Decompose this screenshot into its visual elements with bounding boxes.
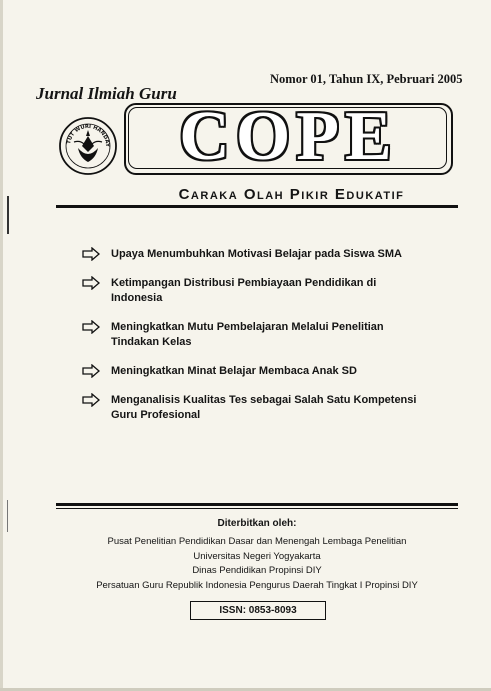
article-title-cont: Tindakan Kelas	[111, 336, 192, 348]
article-title: Ketimpangan Distribusi Pembiayaan Pendidikan di	[111, 277, 377, 289]
margin-mark	[7, 500, 8, 532]
article-title: Meningkatkan Minat Belajar Membaca Anak SD	[111, 365, 357, 377]
divider-thin	[56, 508, 458, 509]
scan-edge	[0, 0, 3, 691]
publisher-block	[56, 518, 458, 593]
publisher-line: Dinas Pendidikan Propinsi DIY	[192, 565, 322, 576]
margin-mark	[7, 196, 9, 234]
list-item	[82, 320, 462, 350]
divider	[56, 205, 458, 208]
arrow-right-icon	[82, 393, 100, 407]
publisher-line: Universitas Negeri Yogyakarta	[193, 550, 321, 562]
arrow-right-icon	[82, 276, 100, 290]
publisher-line: Persatuan Guru Republik Indonesia Pengurus Daerah Tingkat I Propinsi DIY	[96, 579, 418, 591]
arrow-right-icon	[82, 320, 100, 334]
contents-list	[82, 247, 462, 423]
list-item	[82, 247, 462, 262]
logo-text: TUT WURI HANDAY	[66, 123, 111, 147]
article-title-cont: Guru Profesional	[111, 409, 201, 421]
divider	[56, 503, 458, 506]
list-item	[82, 393, 462, 423]
article-title: Menganalisis Kualitas Tes sebagai Salah Satu Kompetensi	[111, 394, 417, 406]
arrow-right-icon	[82, 364, 100, 378]
article-title-cont: Indonesia	[111, 292, 163, 304]
publisher-line: Pusat Penelitian Pendidikan Dasar dan Menengah Lembaga Penelitian	[107, 536, 407, 547]
journal-subtitle: Caraka Olah Pikir Edukatif	[178, 186, 405, 203]
issue-info: Nomor 01, Tahun IX, Pebruari 2005	[270, 72, 463, 86]
article-title: Meningkatkan Mutu Pembelajaran Melalui Penelitian	[111, 321, 384, 333]
article-title: Upaya Menumbuhkan Motivasi Belajar pada Siswa SMA	[111, 248, 402, 260]
tut-wuri-handayani-emblem-icon	[58, 116, 118, 176]
list-item	[82, 276, 462, 306]
publisher-heading: Diterbitkan oleh:	[217, 518, 297, 529]
journal-title: COPE	[179, 98, 398, 175]
list-item	[82, 364, 462, 379]
arrow-right-icon	[82, 247, 100, 261]
issn-box: ISSN: 0853-8093	[190, 601, 326, 620]
journal-name: Jurnal Ilmiah Guru	[36, 84, 177, 103]
